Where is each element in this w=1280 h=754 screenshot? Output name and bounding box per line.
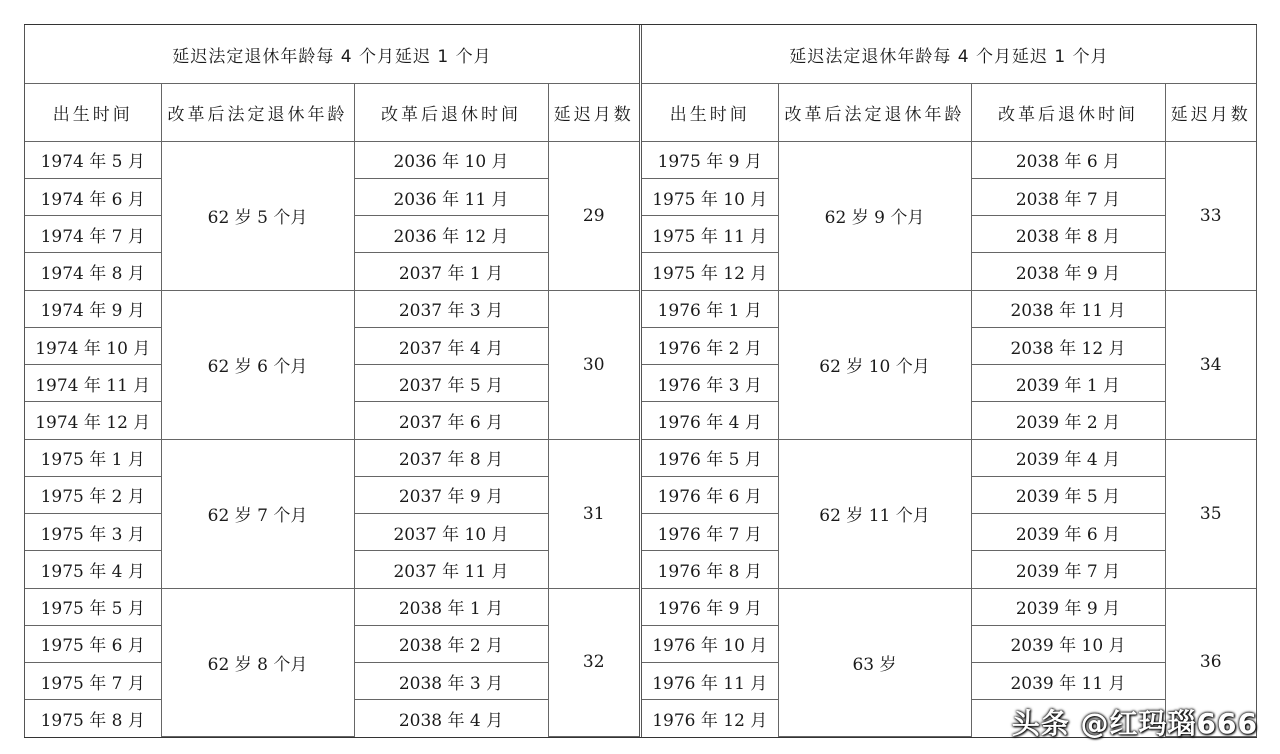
retire-time-cell: 2039 年 9 月 <box>971 588 1165 625</box>
birth-date-cell: 1976 年 12 月 <box>642 700 778 737</box>
birth-date-cell: 1974 年 9 月 <box>25 290 161 327</box>
retire-time-cell: 2039 年 10 月 <box>971 625 1165 662</box>
birth-date-cell: 1974 年 8 月 <box>25 253 161 290</box>
header-retire-age: 改革后法定退休年龄 <box>161 84 354 141</box>
birth-date-cell: 1975 年 11 月 <box>642 216 778 253</box>
retire-time-cell: 2038 年 8 月 <box>971 216 1165 253</box>
birth-date-cell: 1974 年 5 月 <box>25 141 161 178</box>
retire-time-cell: 2039 年 7 月 <box>971 551 1165 588</box>
header-delay-months: 延迟月数 <box>1165 84 1256 141</box>
retire-time-cell: 2036 年 11 月 <box>354 178 548 215</box>
retire-time-cell: 2036 年 12 月 <box>354 216 548 253</box>
retire-time-cell: 2039 年 11 月 <box>971 663 1165 700</box>
header-birth-time: 出生时间 <box>25 84 161 141</box>
birth-date-cell: 1975 年 5 月 <box>25 588 161 625</box>
birth-date-cell: 1976 年 3 月 <box>642 365 778 402</box>
retire-time-cell: 2037 年 4 月 <box>354 327 548 364</box>
birth-date-cell: 1976 年 7 月 <box>642 514 778 551</box>
table-title: 延迟法定退休年龄每 4 个月延迟 1 个月 <box>642 25 1256 84</box>
retire-time-cell: 2038 年 2 月 <box>354 625 548 662</box>
birth-date-cell: 1974 年 6 月 <box>25 178 161 215</box>
birth-date-cell: 1975 年 6 月 <box>25 625 161 662</box>
retire-time-cell: 2038 年 11 月 <box>971 290 1165 327</box>
delay-months-cell: 35 <box>1165 439 1256 588</box>
birth-date-cell: 1975 年 10 月 <box>642 178 778 215</box>
delay-months-cell: 31 <box>548 439 639 588</box>
table-row <box>642 290 1256 327</box>
retire-time-cell: 2037 年 6 月 <box>354 402 548 439</box>
birth-date-cell: 1976 年 11 月 <box>642 663 778 700</box>
retire-age-cell: 62 岁 5 个月 <box>161 141 354 290</box>
birth-date-cell: 1975 年 9 月 <box>642 141 778 178</box>
retire-age-cell: 63 岁 <box>778 588 971 736</box>
table-row <box>642 439 1256 476</box>
delay-months-cell: 29 <box>548 141 639 290</box>
birth-date-cell: 1974 年 7 月 <box>25 216 161 253</box>
watermark: 头条 @红玛瑙666 <box>1011 707 1258 740</box>
delay-months-cell: 36 <box>1165 588 1256 736</box>
retirement-table <box>642 25 1256 737</box>
birth-date-cell: 1974 年 10 月 <box>25 327 161 364</box>
retire-time-cell: 2038 年 7 月 <box>971 178 1165 215</box>
table-row <box>25 588 639 625</box>
retire-time-cell: 2037 年 3 月 <box>354 290 548 327</box>
birth-date-cell: 1976 年 6 月 <box>642 476 778 513</box>
retire-time-cell: 2036 年 10 月 <box>354 141 548 178</box>
retire-time-cell: 2039 年 2 月 <box>971 402 1165 439</box>
header-retire-age: 改革后法定退休年龄 <box>778 84 971 141</box>
birth-date-cell: 1976 年 8 月 <box>642 551 778 588</box>
birth-date-cell: 1975 年 12 月 <box>642 253 778 290</box>
retire-time-cell: 2039 年 1 月 <box>971 365 1165 402</box>
table-row <box>642 141 1256 178</box>
retire-time-cell: 2038 年 4 月 <box>354 700 548 737</box>
retire-age-cell: 62 岁 7 个月 <box>161 439 354 588</box>
birth-date-cell: 1975 年 1 月 <box>25 439 161 476</box>
birth-date-cell: 1975 年 3 月 <box>25 514 161 551</box>
birth-date-cell: 1976 年 5 月 <box>642 439 778 476</box>
delay-months-cell: 34 <box>1165 290 1256 439</box>
table-row <box>25 439 639 476</box>
delay-months-cell: 33 <box>1165 141 1256 290</box>
retire-age-cell: 62 岁 9 个月 <box>778 141 971 290</box>
retirement-table-container <box>24 24 1257 738</box>
delay-months-cell: 32 <box>548 588 639 736</box>
retire-age-cell: 62 岁 8 个月 <box>161 588 354 736</box>
retire-time-cell: 2038 年 1 月 <box>354 588 548 625</box>
table-row <box>25 290 639 327</box>
retire-time-cell: 2038 年 9 月 <box>971 253 1165 290</box>
birth-date-cell: 1976 年 2 月 <box>642 327 778 364</box>
retire-time-cell: 2037 年 11 月 <box>354 551 548 588</box>
table-right <box>641 25 1257 737</box>
retire-time-cell: 2039 年 6 月 <box>971 514 1165 551</box>
header-delay-months: 延迟月数 <box>548 84 639 141</box>
header-retire-time: 改革后退休时间 <box>971 84 1165 141</box>
header-retire-time: 改革后退休时间 <box>354 84 548 141</box>
retirement-table <box>25 25 639 737</box>
birth-date-cell: 1975 年 8 月 <box>25 700 161 737</box>
table-row <box>25 141 639 178</box>
delay-months-cell: 30 <box>548 290 639 439</box>
table-row <box>642 588 1256 625</box>
retire-time-cell: 2037 年 8 月 <box>354 439 548 476</box>
table-title: 延迟法定退休年龄每 4 个月延迟 1 个月 <box>25 25 639 84</box>
birth-date-cell: 1976 年 1 月 <box>642 290 778 327</box>
retire-age-cell: 62 岁 10 个月 <box>778 290 971 439</box>
table-left <box>24 25 640 737</box>
birth-date-cell: 1974 年 12 月 <box>25 402 161 439</box>
retire-time-cell: 2037 年 9 月 <box>354 476 548 513</box>
birth-date-cell: 1974 年 11 月 <box>25 365 161 402</box>
birth-date-cell: 1975 年 4 月 <box>25 551 161 588</box>
retire-time-cell: 2037 年 1 月 <box>354 253 548 290</box>
retire-age-cell: 62 岁 6 个月 <box>161 290 354 439</box>
retire-time-cell: 2038 年 12 月 <box>971 327 1165 364</box>
retire-time-cell: 2038 年 3 月 <box>354 663 548 700</box>
header-birth-time: 出生时间 <box>642 84 778 141</box>
retire-age-cell: 62 岁 11 个月 <box>778 439 971 588</box>
birth-date-cell: 1976 年 10 月 <box>642 625 778 662</box>
retire-time-cell: 2039 年 5 月 <box>971 476 1165 513</box>
retire-time-cell: 2037 年 10 月 <box>354 514 548 551</box>
birth-date-cell: 1976 年 9 月 <box>642 588 778 625</box>
retire-time-cell: 2037 年 5 月 <box>354 365 548 402</box>
birth-date-cell: 1975 年 2 月 <box>25 476 161 513</box>
retire-time-cell: 2038 年 6 月 <box>971 141 1165 178</box>
birth-date-cell: 1976 年 4 月 <box>642 402 778 439</box>
birth-date-cell: 1975 年 7 月 <box>25 663 161 700</box>
retire-time-cell: 2039 年 4 月 <box>971 439 1165 476</box>
